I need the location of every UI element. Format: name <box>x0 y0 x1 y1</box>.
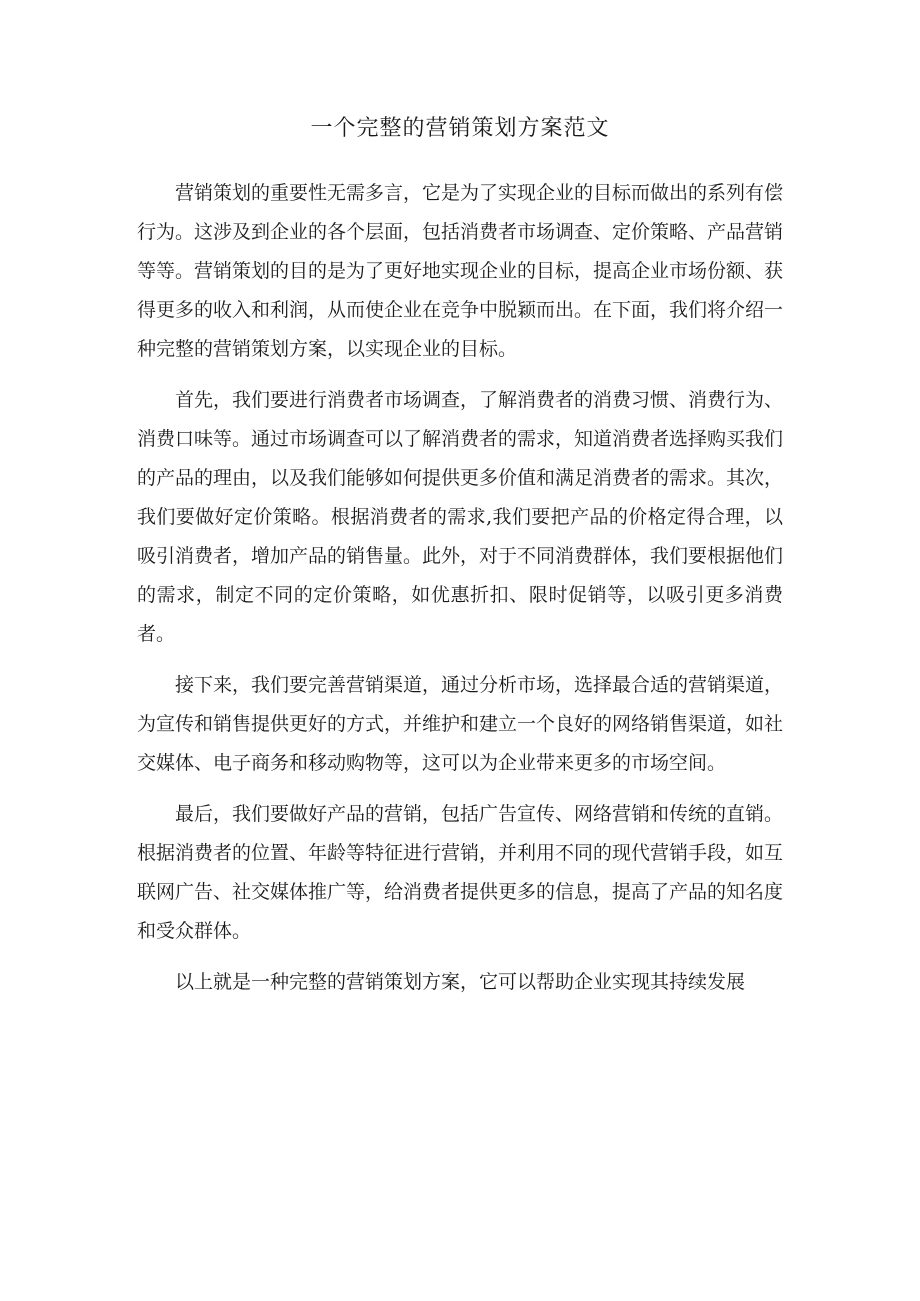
paragraph-promotion: 最后，我们要做好产品的营销，包括广告宣传、网络营销和传统的直销。根据消费者的位置、年龄等特征进行营销，并利用不同的现代营销手段，如互联网广告、社交媒体推广等，给消费者提供更多的信息，提高了产品的知名度和受众群体。 <box>137 803 784 942</box>
paragraph-conclusion: 以上就是一种完整的营销策划方案，它可以帮助企业实现其持续发展 <box>175 971 746 993</box>
paragraph-market-research: 首先，我们要进行消费者市场调查，了解消费者的消费习惯、消费行为、消费口味等。通过市场调查可以了解消费者的需求，知道消费者选择购买我们的产品的理由，以及我们能够如何提供更多价值和满足消费者的需求。其次，我们要做好定价策略。根据消费者的需求,我们要把产品的价格定得合理，以吸引消费者，增加产品的销售量。此外，对于不同消费群体，我们要根据他们的需求，制定不同的定价策略，如优惠折扣、限时促销等，以吸引更多消费者。 <box>137 389 784 645</box>
document-body <box>137 174 783 1014</box>
paragraph-intro: 营销策划的重要性无需多言，它是为了实现企业的目标而做出的系列有偿行为。这涉及到企业的各个层面，包括消费者市场调查、定价策略、产品营销等等。营销策划的目的是为了更好地实现企业的目标，提高企业市场份额、获得更多的收入和利润，从而使企业在竞争中脱颖而出。在下面，我们将介绍一种完整的营销策划方案，以实现企业的目标。 <box>137 182 784 360</box>
document-title: 一个完整的营销策划方案范文 <box>310 116 610 141</box>
paragraph-channels: 接下来，我们要完善营销渠道，通过分析市场，选择最合适的营销渠道，为宣传和销售提供更好的方式，并维护和建立一个良好的网络销售渠道，如社交媒体、电子商务和移动购物等，这可以为企业带来更多的市场空间。 <box>137 674 784 774</box>
